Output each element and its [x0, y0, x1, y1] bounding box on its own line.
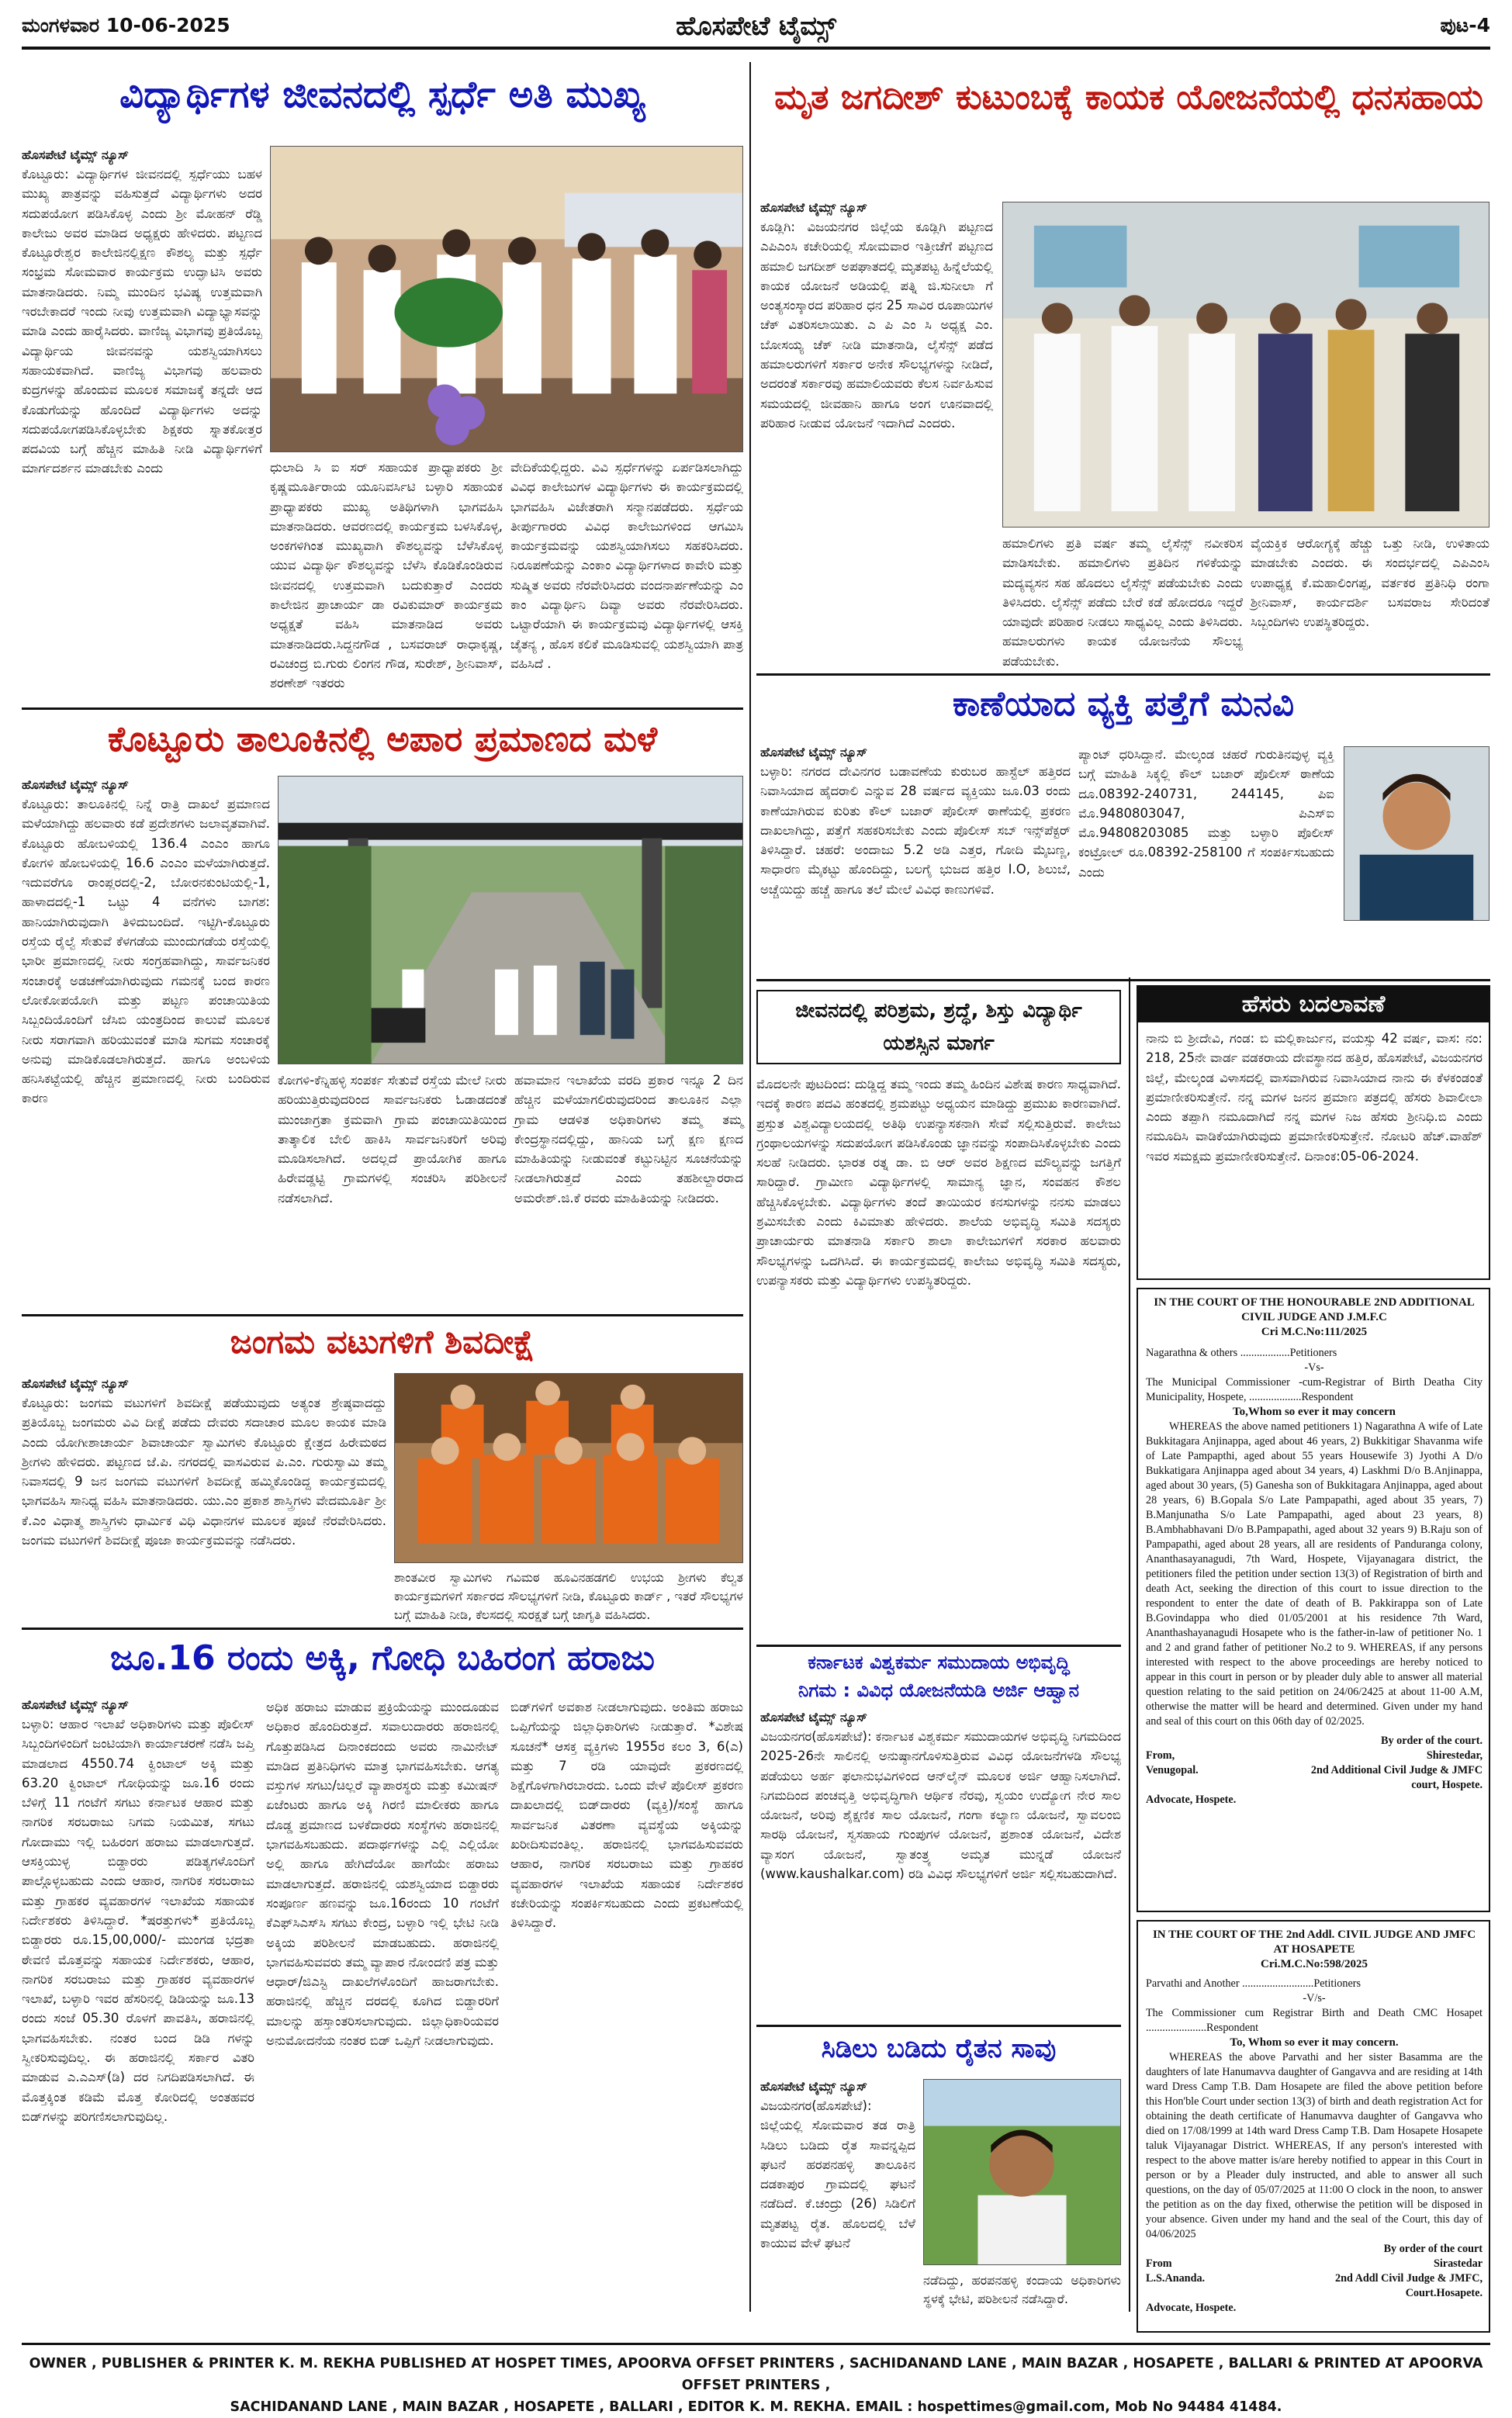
- court2-whom: To, Whom so ever it may concern.: [1230, 2036, 1399, 2049]
- students-col2: ಧುಲಾದಿ ಸಿ ಐ ಸರ್ ಸಹಾಯಕ ಪ್ರಾಧ್ಯಾಪಕರು ಶ್ರೀ ಕೃಷ್ಣಮೂರ್ತಿರಾಯ ಯೂನಿವರ್ಸಿಟಿ ಬಳ್ಳಾರಿ ಸಹಾಯಕ ಪ್ರಾಧ್ಯಾಪಕರು ಮುಖ್ಯ ಅತಿಥಿಗಳಾಗಿ ಭಾಗವಹಿಸಿ ಮಾತನಾಡಿದರು. ಆವರಣದಲ್ಲಿ ಕಾರ್ಯಕ್ರಮ ಬಳಸಿಕೊಳ್ಳ, ಅಂಕಗಳಿಗಿಂತ ಮುಖ್ಯವಾಗಿ ಕೌಶಲ್ಯವನ್ನು ಬೆಳೆಸಿಕೊಳ್ಳ ಯುವ ವಿದ್ಯಾರ್ಥಿ ಕೌಶಲ್ಯವನ್ನು ಬೆಳೆಸಿ ಕೊಡಿಕೊಂಡಿರುವ ಜೀವನದಲ್ಲಿ ಉತ್ತಮವಾಗಿ ಬದುಕುತ್ತಾರೆ ಎಂದರು ಕಾಲೇಜಿನ ಪ್ರಾಚಾರ್ಯ ಡಾ ರವಿಕುಮಾರ್ ಕಾರ್ಯಕ್ರಮ ಅಧ್ಯಕ್ಷತೆ ವಹಿಸಿ ಮಾತನಾಡಿದ ಅವರು ಮಾತನಾಡಿದರು.ಸಿದ್ದನಗೌಡ , ಬಸವರಾಜ್ ರಾಧಾಕೃಷ್ಣ, ರವಿಚಂದ್ರ ಬಿ.ಗುರು ಲಿಂಗನ ಗೌಡ, ಸುರೇಶ್, ಶ್ರೀನಿವಾಸ್, ಶರಣೇಶ್ ಇತರರು: [270, 460, 503, 691]
- byline: ಹೊಸಪೇಟೆ ಟೈಮ್ಸ್ ನ್ಯೂಸ್: [22, 1697, 129, 1712]
- page-number: ಪುಟ-4: [1440, 14, 1490, 36]
- vishwakarma-text: ವಿಜಯನಗರ(ಹೊಸಪೇಟೆ): ಕರ್ನಾಟಕ ವಿಶ್ವಕರ್ಮ ಸಮುದಾಯಗಳ ಅಭಿವೃದ್ಧಿ ನಿಗಮದಿಂದ 2025-26ನೇ ಸಾಲಿನಲ್ಲಿ ಅನುಷ್ಠಾನಗೊಳಿಸುತ್ತಿರುವ ವಿವಿಧ ಯೋಜನೆಗಳಡಿ ಸೌಲಭ್ಯ ಪಡೆಯಲು ಅರ್ಹ ಫಲಾನುಭವಿಗಳಿಂದ ಆನ್‌ಲೈನ್ ಮೂಲಕ ಅರ್ಜಿ ಆಹ್ವಾನಿಸಲಾಗಿದೆ. ನಿಗಮದಿಂದ ಪಂಚವೃತ್ತಿ ಅಭಿವೃದ್ಧಿಗಾಗಿ ಆರ್ಥಿಕ ನೆರವು, ಸ್ವಯಂ ಉದ್ಯೋಗ ನೇರ ಸಾಲ ಯೋಜನೆ, ಅರಿವು ಶೈಕ್ಷಣಿಕ ಸಾಲ ಯೋಜನೆ, ಗಂಗಾ ಕಲ್ಯಾಣ ಯೋಜನೆ, ಸ್ವಾವಲಂಬಿ ಸಾರಥಿ ಯೋಜನೆ, ಸ್ವಸಹಾಯ ಗುಂಪುಗಳ ಯೋಜನೆ, ಪ್ರಶಾಂತ ಯೋಜನೆ, ವಿದೇಶ ವ್ಯಾಸಂಗ ಯೋಜನೆ, ಸ್ವಾತಂತ್ರ್ಯ ಅಮೃತ ಮುನ್ನಡೆ ಯೋಜನೆ (www.kaushalkar.com) ರಡಿ ವಿವಿಧ ಸೌಲಭ್ಯಗಳಿಗೆ ಅರ್ಜಿ ಸಲ್ಲಿಸಬಹುದಾಗಿದೆ.: [760, 1729, 1121, 1882]
- byline: ಹೊಸಪೇಟೆ ಟೈಮ್ಸ್ ನ್ಯೂಸ್: [760, 200, 867, 215]
- lightning-photo: [923, 2079, 1121, 2265]
- court1-vs: -Vs-: [1304, 1361, 1324, 1374]
- missing-person-photo: [1344, 746, 1490, 921]
- court2-from: From: [1146, 2257, 1172, 2270]
- jagadish-text: ಕೂಡ್ಲಿಗಿ: ವಿಜಯನಗರ ಜಿಲ್ಲೆಯ ಕೂಡ್ಲಿಗಿ ಪಟ್ಟಣದ ಎಪಿಎಂಸಿ ಕಚೇರಿಯಲ್ಲಿ ಸೋಮವಾರ ಇತ್ತೀಚೆಗೆ ಪಟ್ಟಣದ ಹಮಾಲಿ ಜಗದೀಶ್ ಅಪಘಾತದಲ್ಲಿ ಮೃತಪಟ್ಟ ಹಿನ್ನೆಲೆಯಲ್ಲಿ ಕಾಯಕ ಯೋಜನೆ ಅಡಿಯಲ್ಲಿ ಪತ್ನಿ ಜಿ.ಸುನೀಲಾ ಗೆ ಅಂತ್ಯಸಂಸ್ಕಾರದ ಪರಿಹಾರ ಧನ 25 ಸಾವಿರ ರೂಪಾಯಿಗಳ ಚೆಕ್ ವಿತರಿಸಲಾಯಿತು. ಎ ಪಿ ಎಂ ಸಿ ಅಧ್ಯಕ್ಷ ಎಂ. ಬೋಸಯ್ಯ ಚೆಕ್ ನೀಡಿ ಮಾತನಾಡಿ, ಲೈಸೆನ್ಸ್ ಪಡೆದ ಹಮಾಲರುಗಳಿಗೆ ಸರ್ಕಾರ ಅನೇಕ ಸೌಲಭ್ಯಗಳನ್ನು ನೀಡಿದೆ, ಅದರಂತೆ ಸರ್ಕಾರವು ಹಮಾಲಿಯವರು ಕೆಲಸ ನಿರ್ವಹಿಸುವ ಸಮಯದಲ್ಲಿ ಜೀವಹಾನಿ ಹಾಗೂ ಅಂಗ ಊನವಾದಲ್ಲಿ ಪರಿಹಾರ ನೀಡುವ ಯೋಜನೆ ಇದಾಗಿದೆ ಎಂದರು.: [760, 220, 993, 431]
- rain-col3: ಹವಾಮಾನ ಇಲಾಖೆಯ ವರದಿ ಪ್ರಕಾರ ಇನ್ನೂ 2 ದಿನ ಹೆಚ್ಚಿನ ಮಳೆಯಾಗಲಿರುವುದರಿಂದ ತಾಲೂಕಿನ ಎಲ್ಲಾ ಗ್ರಾಮ ಆಡಳಿತ ಅಧಿಕಾರಿಗಳು ತಮ್ಮ ತಮ್ಮ ಕೇಂದ್ರಸ್ಥಾನದಲ್ಲಿದ್ದು, ಹಾನಿಯ ಬಗ್ಗೆ ಕ್ಷಣ ಕ್ಷಣದ ಮಾಹಿತಿಯನ್ನು ನೀಡುವಂತೆ ಕಟ್ಟುನಿಟ್ಟಿನ ಸೂಚನೆಯನ್ನು ನೀಡಲಾಗಿರುತ್ತದೆ ಎಂದು ತಹಶೀಲ್ದಾರರಾದ ಅಮರೇಶ್.ಜಿ.ಕೆ ರವರು ಮಾಹಿತಿಯನ್ನು ನೀಡಿದರು.: [514, 1073, 743, 1206]
- headline-students: ವಿದ್ಯಾರ್ಥಿಗಳ ಜೀವನದಲ್ಲಿ ಸ್ಪರ್ಧೆ ಅತಿ ಮುಖ್ಯ: [119, 73, 645, 116]
- missing-text: ಬಳ್ಳಾರಿ: ನಗರದ ದೇವಿನಗರ ಬಡಾವಣೆಯ ಕುರುಬರ ಹಾಸ್ಟೆಲ್ ಹತ್ತಿರದ ನಿವಾಸಿಯಾದ ಹೈದರಾಲಿ ಎನ್ನುವ 28 ವರ್ಷದ ವ್ಯಕ್ತಿಯು ಜೂ.03 ರಂದು ಕಾಣೆಯಾಗಿರುವ ಕುರಿತು ಕೌಲ್ ಬಜಾರ್ ಪೊಲೀಸ್ ಠಾಣೆಯಲ್ಲಿ ಪ್ರಕರಣ ದಾಖಲಾಗಿದ್ದು, ಪತ್ತೆಗೆ ಸಹಕರಿಸಬೇಕು ಎಂದು ಪೊಲೀಸ್ ಸಬ್ ಇನ್ಸ್‌ಪೆಕ್ಟರ್ ತಿಳಿಸಿದ್ದಾರೆ. ಚಹರೆ: ಅಂದಾಜು 5.2 ಅಡಿ ಎತ್ತರ, ಗೋದಿ ಮೈಬಣ್ಣ, ಸಾಧಾರಣ ಮೈಕಟ್ಟು ಹೊಂದಿದ್ದು, ಬಲಗೈ ಭುಜದ ಹತ್ತಿರ I.O, ಶಿಲುಬೆ, ಅಚ್ಚೆಯಿದ್ದು ಹಚ್ಚೆ ಹಾಗೂ ತಲೆ ಮೇಲೆ ವಿವಿಧ ಕಾಣುಗಳಿವೆ.: [760, 764, 1071, 897]
- lightning-caption: ನಡೆದಿದ್ದು, ಹರಪನಹಳ್ಳಿ ಕಂದಾಯ ಅಧಿಕಾರಿಗಳು ಸ್ಥಳಕ್ಕೆ ಭೇಟಿ, ಪರಿಶೀಲನೆ ನಡೆಸಿದ್ದಾರೆ.: [923, 2273, 1121, 2306]
- name-change-text: ನಾನು ಬಿ ಶ್ರೀದೇವಿ, ಗಂಡ: ಬಿ ಮಲ್ಲಿಕಾರ್ಜುನ, ವಯಸ್ಸು 42 ವರ್ಷ, ವಾಸ: ನಂ: 218, 25ನೇ ವಾರ್ಡ ವಡಕರಾಯ ದೇವಸ್ಥಾನದ ಹತ್ತಿರ, ಹೊಸಪೇಟೆ, ವಿಜಯನಗರ ಜಿಲ್ಲೆ, ಮೇಲ್ಕಂಡ ವಿಳಾಸದಲ್ಲಿ ವಾಸವಾಗಿರುವ ನಿವಾಸಿಯಾದ ನಾನು ಈ ಕೆಳಕಂಡಂತೆ ಪ್ರಮಾಣೀಕರಿಸುತ್ತೇನೆ. ನನ್ನ ಮಗಳ ಜನನ ಪ್ರಮಾಣ ಪತ್ರದಲ್ಲಿ ಹೆಸರು ಶಿವಾಲೀಲಾ ಎಂದು ತಪ್ಪಾಗಿ ನಮೂದಾಗಿದೆ ನನ್ನ ಮಗಳ ನಿಜ ಹೆಸರು ಶ್ರೀನಿಧಿ.ಬಿ ಎಂದು ನಮೂದಿಸಿ ವಾಡಿಕೆಯಾಗಿರುವುದು ಪ್ರಮಾಣೀಕರಿಸುತ್ತೇನೆ. ನೋಟರಿ ಹೆಚ್.ವಾಹೆಶ್ ಇವರ ಸಮಕ್ಷಮ ಪ್ರಮಾಣೀಕರಿಸುತ್ತೇನೆ. ದಿನಾಂಕ:05-06-2024.: [1146, 1031, 1483, 1164]
- court2-case: Cri.M.C.No:598/2025: [1261, 1958, 1368, 1970]
- byline: ಹೊಸಪೇಟೆ ಟೈಮ್ಸ್ ನ್ಯೂಸ್: [22, 777, 129, 792]
- court-notice-1: [1137, 1288, 1490, 1912]
- byline: ಹೊಸಪೇಟೆ ಟೈಮ್ಸ್ ನ್ಯೂಸ್: [760, 1710, 867, 1724]
- court2-order: By order of the court: [1383, 2243, 1483, 2255]
- court1-case: Cri M.C.No:111/2025: [1261, 1326, 1368, 1338]
- jagadish-text3: ವೈಯಕ್ತಿಕ ಆರೋಗ್ಯಕ್ಕೆ ಹೆಚ್ಚು ಒತ್ತು ನೀಡಿ, ಉಳಿತಾಯ ಮಾಡಬೇಕು ಎಂದರು. ಈ ಸಂದರ್ಭದಲ್ಲಿ ಎಪಿಎಂಸಿ ಉಪಾಧ್ಯಕ್ಷ ಕೆ.ಮಹಾಲಿಂಗಪ್ಪ, ವರ್ತಕರ ಪ್ರತಿನಿಧಿ ರಂಗಾ ಶ್ರೀನಿವಾಸ್, ಕಾರ್ಯದರ್ಶಿ ಬಸವರಾಜ ಸೇರಿದಂತೆ ಸಿಬ್ಬಂದಿಗಳು ಉಪಸ್ಥಿತರಿದ್ದರು.: [1251, 536, 1490, 630]
- jangama-text: ಕೊಟ್ಟೂರು: ಜಂಗಮ ವಟುಗಳಿಗೆ ಶಿವದೀಕ್ಷೆ ಪಡೆಯುವುದು ಅತ್ಯಂತ ಶ್ರೇಷ್ಠವಾದದ್ದು ಪ್ರತಿಯೊಬ್ಬ ಜಂಗಮರು ವಿವಿ ದೀಕ್ಷೆ ಪಡೆದು ದೇವರು ಸದಾಚಾರ ಮೂಲ ಕಾಯಕ ಮಾಡಿ ಎಂದು ಯೋಗೀಶಾಚಾರ್ಯ ಶಿವಾಚಾರ್ಯ ಸ್ವಾಮಿಗಳು ಕೊಟ್ಟೂರು ಕ್ಷೇತ್ರದ ಹಿರೇಮಠದ ಶ್ರೀಗಳು ಹೇಳಿದರು. ಪಟ್ಟಣದ ಜೆ.ಪಿ. ನಗರದಲ್ಲಿ ವಾಸವಿರುವ ಪಿ.ಎಂ. ಗುರುಸ್ವಾಮಿ ತಮ್ಮ ನಿವಾಸದಲ್ಲಿ 9 ಜನ ಜಂಗಮ ವಟುಗಳಿಗೆ ಶಿವದೀಕ್ಷೆ ಹಮ್ಮಿಕೊಂಡಿದ್ದ ಕಾರ್ಯಕ್ರಮದಲ್ಲಿ ಭಾಗವಹಿಸಿ ಸಾನಿಧ್ಯ ವಹಿಸಿ ಮಾತನಾಡಿದರು. ಯು.ಎಂ ಪ್ರಕಾಶ ಶಾಸ್ತ್ರಿಗಳು ವೇದಮೂರ್ತಿ ಶ್ರೀ ಕೆ.ಎಂ ವಿಧಾತ್ಮ ಶಾಸ್ತ್ರಿಗಳು ಧಾರ್ಮಿಕ ವಿಧಿ ವಿಧಾನಗಳ ಮೂಲಕ ಪೂಜೆ ನೆರವೇರಿಸಿದರು. ಜಂಗಮ ವಟುಗಳಿಗೆ ಶಿವದೀಕ್ಷೆ ಪೂಜಾ ಕಾರ್ಯಕ್ರಮವನ್ನು ನಡೆಸಿದರು.: [22, 1396, 386, 1548]
- column-divider: [749, 62, 751, 2312]
- headline-lightning: ಸಿಡಿಲು ಬಡಿದು ರೈತನ ಸಾವು: [821, 2033, 1057, 2064]
- headline-missing: ಕಾಣೆಯಾದ ವ್ಯಕ್ತಿ ಪತ್ತೆಗೆ ಮನವಿ: [952, 684, 1295, 724]
- byline: ಹೊಸಪೇಟೆ ಟೈಮ್ಸ್ ನ್ಯೂಸ್: [760, 2079, 867, 2094]
- court1-petitioner: Nagarathna & others ..................Petitioners: [1146, 1347, 1337, 1359]
- court1-title: IN THE COURT OF THE HONOURABLE 2ND ADDITIONAL CIVIL JUDGE AND J.M.F.C: [1154, 1296, 1475, 1323]
- students-col3: ವೇದಿಕೆಯಲ್ಲಿದ್ದರು. ವಿವಿ ಸ್ಪರ್ಧೆಗಳನ್ನು ಏರ್ಪಡಿಸಲಾಗಿದ್ದು ವಿವಿಧ ಕಾಲೇಜುಗಳ ವಿದ್ಯಾರ್ಥಿಗಳು ಈ ಕಾರ್ಯಕ್ರಮದಲ್ಲಿ ಭಾಗವಹಿಸಿ ವಿಜೇತರಾಗಿ ಸನ್ಮಾನಪಡೆದರು. ಸ್ಪರ್ಧೆಯ ತೀರ್ಪುಗಾರರು ವಿವಿಧ ಕಾಲೇಜುಗಳಿಂದ ಆಗಮಿಸಿ ಕಾರ್ಯಕ್ರಮವನ್ನು ಯಶಸ್ವಿಯಾಗಿಸಲು ಸಹಕರಿಸಿದರು. ನಿರೂಪಣೆಯನ್ನು ಎಂಕಾಂ ವಿದ್ಯಾರ್ಥಿಗಳಾದ ಕಾವೇರಿ ಮತ್ತು ಸುಷ್ಮಿತ ಅವರು ನೆರವೇರಿಸಿದರು ವಂದನಾರ್ಪಣೆಯನ್ನು ಎಂ ಕಾಂ ವಿದ್ಯಾರ್ಥಿನಿ ದಿವ್ಯಾ ಅವರು ನೆರವೇರಿಸಿದರು. ಒಟ್ಟಾರೆಯಾಗಿ ಈ ಕಾರ್ಯಕ್ರಮವು ವಿದ್ಯಾರ್ಥಿಗಳಲ್ಲಿ ಆಸಕ್ತಿ ಚೈತನ್ಯ , ಹೊಸ ಕಲಿಕೆ ಮೂಡಿಸುವಲ್ಲಿ ಯಶಸ್ವಿಯಾಗಿ ಪಾತ್ರ ವಹಿಸಿದೆ .: [510, 460, 743, 671]
- headline-education: ಜೀವನದಲ್ಲಿ ಪರಿಶ್ರಮ, ಶ್ರದ್ಧೆ, ಶಿಸ್ತು ವಿದ್ಯಾರ್ಥಿ ಯಶಸ್ಸಿನ ಮಾರ್ಗ: [795, 999, 1082, 1055]
- column-divider: [1129, 977, 1130, 2312]
- auction-col3: ಬಿಡ್‌ಗಳಿಗೆ ಅವಕಾಶ ನೀಡಲಾಗುವುದು. ಅಂತಿಮ ಹರಾಜು ಒಪ್ಪಿಗೆಯನ್ನು ಜಿಲ್ಲಾಧಿಕಾರಿಗಳು ನೀಡುತ್ತಾರೆ. *ವಿಶೇಷ ಸೂಚನೆ* ಆಸಕ್ತ ವ್ಯಕ್ತಿಗಳು 1955ರ ಕಲಂ 3, 6(ಎ) ಮತ್ತು 7 ರಡಿ ಯಾವುದೇ ಪ್ರಕರಣದಲ್ಲಿ ಶಿಕ್ಷೆಗೊಳಗಾಗಿರಬಾರದು. ಒಂದು ವೇಳೆ ಪೊಲೀಸ್ ಪ್ರಕರಣ ದಾಖಲಾದಲ್ಲಿ ಬಿಡ್‌ದಾರರು (ವ್ಯಕ್ತಿ)/ಸಂಸ್ಥೆ ಹಾಗೂ ಸಾರ್ವಜನಿಕ ವಿತರಣಾ ವ್ಯವಸ್ಥೆಯ ಅಕ್ಕಿಯನ್ನು ಖರೀದಿಸುವಂತಿಲ್ಲ. ಹರಾಜಿನಲ್ಲಿ ಭಾಗವಹಿಸುವವರು ಆಹಾರ, ನಾಗರಿಕ ಸರಬರಾಜು ಮತ್ತು ಗ್ರಾಹಕರ ವ್ಯವಹಾರಗಳ ಇಲಾಖೆಯ ಸಹಾಯಕ ನಿರ್ದೇಶಕರ ಕಚೇರಿಯನ್ನು ಸಂಪರ್ಕಿಸಬಹುದು ಎಂದು ಪ್ರಕಟಣೆಯಲ್ಲಿ ತಿಳಿಸಿದ್ದಾರೆ.: [510, 1700, 743, 1931]
- court1-shirestedar: Shirestedar,: [1426, 1749, 1483, 1762]
- court2-petitioner: Parvathi and Another ..........................Petitioners: [1146, 1977, 1361, 1990]
- jangama-caption: ಶಾಂತವೀರ ಸ್ವಾಮಿಗಳು ಗವಿಮಠ ಹೂವಿನಹಡಗಲಿ ಉಭಯ ಶ್ರೀಗಳು ಕೆಲ್ವತ ಕಾರ್ಯಕ್ರಮಗಳಿಗೆ ಸರ್ಕಾರದ ಸೌಲಭ್ಯಗಳಿಗೆ ನೀಡಿ, ಕೊಟ್ಟೂರು ಕಾರ್ಡ್ , ಇತರೆ ಸೌಲಭ್ಯಗಳ ಬಗ್ಗೆ ಮಾಹಿತಿ ನೀಡಿ, ಕೆಲಸದಲ್ಲಿ ಸುರಕ್ಷತೆ ಬಗ್ಗೆ ಜಾಗೃತಿ ವಹಿಸಿದರು.: [394, 1570, 743, 1622]
- students-col1: ಕೊಟ್ಟೂರು: ವಿದ್ಯಾರ್ಥಿಗಳ ಜೀವನದಲ್ಲಿ ಸ್ಪರ್ಧೆಯು ಬಹಳ ಮುಖ್ಯ ಪಾತ್ರವನ್ನು ವಹಿಸುತ್ತದೆ ವಿದ್ಯಾರ್ಥಿಗಳು ಅದರ ಸದುಪಯೋಗ ಪಡಿಸಿಕೊಳ್ಳ ಎಂದು ಶ್ರೀ ಮೋಹನ್ ರೆಡ್ಡಿ ಕಾಲೇಜು ಅವರ ಮಾಡಿದ ಅಧ್ಯಕ್ಷರು ಹೇಳಿದರು. ಪಟ್ಟಣದ ಕೊಟ್ಟೂರೇಶ್ವರ ಕಾಲೇಜಿನಲ್ಲಿಕ್ಷಣ ಕೌಶಲ್ಯ ಮತ್ತು ಸ್ಪರ್ಧೆ ಸಂಭ್ರಮ ಸೋಮವಾರ ಕಾರ್ಯಕ್ರಮ ಉದ್ಘಾಟಿಸಿ ಅವರು ಮಾತನಾಡಿದರು. ನಿಮ್ಮ ಮುಂದಿನ ಭವಿಷ್ಯ ಉತ್ತಮವಾಗಿ ಇರಬೇಕಾದರೆ ಇಂದು ನೀವು ಉತ್ತಮವಾಗಿ ವಿದ್ಯಾಭ್ಯಾಸವನ್ನು ಮಾಡಿ ಎಂದು ಹಾರೈಸಿದರು. ವಾಣಿಜ್ಯ ವಿಭಾಗವು ಪ್ರತಿಯೊಬ್ಬ ವಿದ್ಯಾರ್ಥಿಯ ಜೀವನವನ್ನು ಯಶಸ್ವಿಯಾಗಿಸಲು ಸಹಾಯಕವಾಗಿದೆ. ವಾಣಿಜ್ಯ ವಿಭಾಗವು ಹಲವಾರು ಕುದ್ರಗಳನ್ನು ಹೊಂದುವ ಮೂಲಕ ಸಮಾಜಕ್ಕೆ ತನ್ನದೇ ಆದ ಕೊಡುಗೆಯನ್ನು ಹೊಂದಿದೆ ವಿದ್ಯಾರ್ಥಿಗಳು ಅದನ್ನು ಸದುಪಯೋಗಪಡಿಸಿಕೊಳ್ಳಬೇಕು ಶಿಕ್ಷಕರು ಸ್ನಾತಕೋತ್ತರ ಪದವಿಯ ಬಗ್ಗೆ ಹೆಚ್ಚಿನ ಮಾಹಿತಿ ನೀಡಿ ವಿದ್ಯಾರ್ಥಿಗಳಿಗೆ ಮಾರ್ಗದರ್ಶನ ಮಾಡಬೇಕು ಎಂದು: [22, 167, 262, 476]
- headline-vishwakarma: ಕರ್ನಾಟಕ ವಿಶ್ವಕರ್ಮ ಸಮುದಾಯ ಅಭಿವೃದ್ಧಿ: [808, 1652, 1070, 1673]
- education-text: ಮೊದಲನೇ ಪುಟದಿಂದ: ದುಡ್ಡಿದ್ದ ತಮ್ಮ ಇಂದು ತಮ್ಮ ಹಿಂದಿನ ವಿಶೇಷ ಕಾರಣ ಸಾಧ್ಯವಾಗಿದೆ. ಇದಕ್ಕೆ ಕಾರಣ ಪದವಿ ಹಂತದಲ್ಲಿ ಶ್ರಮಪಟ್ಟು ಅಧ್ಯಯನ ಮಾಡಿದ್ದು ಪ್ರಮುಖ ಕಾರಣವಾಗಿದೆ. ಪ್ರಸ್ತುತ ವಿಶ್ವವಿದ್ಯಾಲಯದಲ್ಲಿ ಅತಿಥಿ ಉಪನ್ಯಾಸಕನಾಗಿ ಸೇವೆ ಸಲ್ಲಿಸುತ್ತಿರುವೆ. ಕಾಲೇಜು ಗ್ರಂಥಾಲಯಗಳನ್ನು ಸದುಪಯೋಗ ಪಡಿಸಿಕೊಂಡು ಜ್ಞಾನವನ್ನು ಸಂಪಾದಿಸಿಕೊಳ್ಳಬೇಕು ಎಂದು ಸಲಹೆ ನೀಡಿದರು. ಭಾರತ ರತ್ನ ಡಾ. ಬಿ ಆರ್ ಅವರ ಶಿಕ್ಷಣದ ಮೌಲ್ಯವನ್ನು ಜಗತ್ತಿಗೆ ಸಾರಿದ್ದಾರೆ. ಗ್ರಾಮೀಣ ವಿದ್ಯಾರ್ಥಿಗಳಲ್ಲಿ ಸಾಮಾನ್ಯ ಜ್ಞಾನ, ಸಂವಹನ ಕೌಶಲ ಹೆಚ್ಚಿಸಿಕೊಳ್ಳಬೇಕು. ವಿದ್ಯಾರ್ಥಿಗಳು ತಂದೆ ತಾಯಿಯರ ಕನಸುಗಳನ್ನು ನನಸು ಮಾಡಲು ಶ್ರಮಿಸಬೇಕು ಎಂದು ಕಿವಿಮಾತು ಹೇಳಿದರು. ಶಾಲೆಯ ಅಭಿವೃದ್ಧಿ ಸಮಿತಿ ಸದಸ್ಯರು ಪ್ರಾಚಾರ್ಯರು ಮಾತನಾಡಿ ಸರ್ಕಾರಿ ಶಾಲಾ ಕಾಲೇಜುಗಳಿಗೆ ಸರಕಾರ ಹಲವಾರು ಸೌಲಭ್ಯಗಳನ್ನು ಒದಗಿಸಿದೆ. ಈ ಕಾರ್ಯಕ್ರಮದಲ್ಲಿ ಕಾಲೇಜು ಅಭಿವೃದ್ಧಿ ಸಮಿತಿ ಸದಸ್ಯರು, ಉಪನ್ಯಾಸಕರು ಮತ್ತು ವಿದ್ಯಾರ್ಥಿಗಳು ಉಪಸ್ಥಿತರಿದ್ದರು.: [756, 1077, 1121, 1288]
- rule: [756, 2025, 1121, 2027]
- name-change-box: [1137, 985, 1490, 1280]
- rule: [22, 707, 743, 710]
- court1-advocate: Venugopal.: [1146, 1764, 1199, 1776]
- headline-rain: ಕೊಟ್ಟೂರು ತಾಲೂಕಿನಲ್ಲಿ ಅಪಾರ ಪ್ರಮಾಣದ ಮಳೆ: [107, 718, 658, 759]
- jangama-photo: [394, 1373, 743, 1563]
- rule: [22, 1628, 743, 1630]
- court-notice-2-body: [1146, 1928, 1483, 2316]
- court2-advocate: L.S.Ananda.: [1146, 2272, 1206, 2285]
- auction-col2: ಅಧಿಕ ಹರಾಜು ಮಾಡುವ ಪ್ರಕ್ರಿಯೆಯನ್ನು ಮುಂದೂಡುವ ಅಧಿಕಾರ ಹೊಂದಿರುತ್ತದೆ. ಸವಾಲುದಾರರು ಹರಾಜಿನಲ್ಲಿ ಗೊತ್ತುಪಡಿಸಿದ ದಿನಾಂಕದಂದು ಅವರು ನಾಮಿನೇಟ್ ಮಾಡಿದ ಪ್ರತಿನಿಧಿಗಳು ಮಾತ್ರ ಭಾಗವಹಿಸಬೇಕು. ಆಗತ್ಯ ವಸ್ತುಗಳ ಸಗಟು/ಚಿಲ್ಲರೆ ವ್ಯಾಪಾರಸ್ಥರು ಮತ್ತು ಕಮೀಷನ್ ಏಜೆಂಟರು ಹಾಗೂ ಅಕ್ಕಿ ಗಿರಣಿ ಮಾಲೀಕರು ಹಾಗೂ ದೊಡ್ಡ ಪ್ರಮಾಣದ ಬಳಕೆದಾರರು ಸಂಸ್ಥೆಗಳು ಹರಾಜಿನಲ್ಲಿ ಭಾಗವಹಿಸಬಹುದು. ಪದಾರ್ಥಗಳನ್ನು ಎಲ್ಲಿ ಎಲ್ಲಿಯೋ ಅಲ್ಲಿ ಹಾಗೂ ಹೇಗಿದೆಯೋ ಹಾಗೆಯೇ ಹರಾಜು ಮಾಡಲಾಗುತ್ತದೆ. ಹರಾಜಿನಲ್ಲಿ ಯಶಸ್ವಿಯಾದ ಬಿಡ್ದಾರರು ಸಂಪೂರ್ಣ ಹಣವನ್ನು ಜೂ.16ರಂದು 10 ಗಂಟೆಗೆ ಕೆಎಫ್‌ಸಿಎಸ್‌ಸಿ ಸಗಟು ಕೇಂದ್ರ, ಬಳ್ಳಾರಿ ಇಲ್ಲಿ ಭೇಟಿ ನೀಡಿ ಅಕ್ಕಿಯ ಪರಿಶೀಲನೆ ಮಾಡಬಹುದು. ಹರಾಜಿನಲ್ಲಿ ಭಾಗವಹಿಸುವವರು ತಮ್ಮ ವ್ಯಾಪಾರ ನೋಂದಣಿ ಪತ್ರ ಮತ್ತು ಆಧಾರ್/ಜಿಎಸ್ಟಿ ದಾಖಲೆಗಳೊಂದಿಗೆ ಹಾಜರಾಗಬೇಕು. ಹರಾಜಿನಲ್ಲಿ ಹೆಚ್ಚಿನ ದರದಲ್ಲಿ ಕೂಗಿದ ಬಿಡ್ದಾರರಿಗೆ ಮಾಲನ್ನು ಹಸ್ತಾಂತರಿಸಲಾಗುವುದು. ಜಿಲ್ಲಾಧಿಕಾರಿಯವರ ಅನುಮೋದನೆಯ ನಂತರ ಬಿಡ್ ಒಪ್ಪಿಗೆ ನೀಡಲಾಗುವುದು.: [266, 1700, 499, 2049]
- name-change-title: ಹೆಸರು ಬದಲಾವಣೆ: [1138, 987, 1489, 1022]
- court2-respondent: The Commissioner cum Registrar Birth and Death CMC Hosapet ......................Respondent: [1146, 2007, 1483, 2034]
- headline-jangama: ಜಂಗಮ ವಟುಗಳಿಗೆ ಶಿವದೀಕ್ಷೆ: [230, 1323, 535, 1361]
- court2-sirastedar: Sirastedar: [1433, 2257, 1483, 2270]
- headline-vishwakarma-2: ನಿಗಮ : ವಿವಿಧ ಯೋಜನೆಯಡಿ ಅರ್ಜಿ ಆಹ್ವಾನ: [798, 1679, 1079, 1701]
- byline: ಹೊಸಪೇಟೆ ಟೈಮ್ಸ್ ನ್ಯೂಸ್: [760, 745, 867, 759]
- court2-body: WHEREAS the above Parvathi and her sister Basamma are the daughters of late Hanumavva daughter of Gangavva and are residing at 14th ward Dress Camp T.B. Dam Hosapete are filed the above petition before this Hon'ble Court under section 13(3) of birth and death registration Act for obtaining the death certificate of Hanumavva daughter of Gangavva who died on 17/08/1999 at 14th ward Dress Camp T.B. Dam Hosapete Hosapete taluk Vijayanagar District. WHEREAS, If any person's interested with respect to the above matter is/are hereby notified to appear in this Court in person or by a Pleader duly instructed, and able to answer all such questions, on the day of 05/07/2025 at 11:00 O clock in the noon, to answer the petition as on the day fixed, otherwise the petition will be disposed in your absence. Given under my hand and the seal of the Court, this day of 04/06/2025: [1146, 2051, 1483, 2240]
- court2-court-sign: 2nd Addl Civil Judge & JMFC, Court.Hosapete.: [1335, 2272, 1483, 2299]
- rain-photo: [278, 776, 743, 1064]
- court1-body: WHEREAS the above named petitioners 1) Nagarathna A wife of Late Bukkitagara Anjinappa, aged about 46 years, 2) Bukkitigar Shavanma wife of Late Pampapthi, aged about 55 years Housewife 3) Jyothi A D/o Bukkatigara Anjinappa aged about 34 years, 4) Laskhmi D/o B.Anjinappa, aged about 30 years, (5) Ganesha son of Bukkitagara Anjinappa, aged about 28 years, 6) B.Gopala S/o Late Pampapathi, aged about 35 years, 7) B.Manjunatha S/o Late Pampapathi, aged about 23 years, 8) B.Ambhabhavani D/o B.Pampapathi, aged about 32 years 9) B.Raju son of Pampapathi, aged about 28 years, all are residents of Panduranga colony, Ananthasayanagudi, 7th Ward, Hospete, Vijayanagara district, the petitioners filed the petition under section 13(3) of Registration of birth and death Act, seeking the direction of this court to issue direction to the respondent to enter the date of death of B. Pakkirappa son of Late B.Govindappa who died 01/05/2001 at his residence 7th Ward, Ananthashayanagudi Hosapete who is the father-in-law of petitioner No. 1 and 2 and grand father of petitioner No.2 to 9. WHEREAS, if any persons interested with respect to the above proceedings are hereby noticed to appear in this court in person or by pleader duly able to answer all material question relating to the said petition on 24/06/2425 at about 11-00 A.M, otherwise the matter will be heard and determined. Given under my hand and seal of this court on this 06th day of 02/2025.: [1146, 1420, 1483, 1728]
- imprint-line-2: SACHIDANAND LANE , MAIN BAZAR , HOSAPETE , BALLARI , EDITOR K. M. REKHA. EMAIL : hospettimes@gmail.com, Mob No 94484 41484.: [230, 2399, 1282, 2415]
- rule: [22, 1314, 743, 1316]
- headline-auction: ಜೂ.16 ರಂದು ಅಕ್ಕಿ, ಗೋಧಿ ಬಹಿರಂಗ ಹರಾಜು: [109, 1638, 656, 1678]
- rain-col2: ಕೋಗಳಿ-ಕೆನ್ನಿಹಳ್ಳಿ ಸಂಪರ್ಕ ಸೇತುವೆ ರಸ್ತೆಯ ಮೇಲೆ ನೀರು ಹರಿಯುತ್ತಿರುವುದರಿಂದ ಸಾರ್ವಜನಿಕರು ಓಡಾಡದಂತೆ ಮುಂಜಾಗ್ರತಾ ಕ್ರಮವಾಗಿ ಗ್ರಾಮ ಪಂಚಾಯಿತಿಯಿಂದ ತಾತ್ಕಾಲಿಕ ಬೇಲಿ ಹಾಕಿಸಿ ಸಾರ್ವಜನಿಕರಿಗೆ ಅರಿವು ಮೂಡಿಸಲಾಗಿದೆ. ಅದಲ್ಲದೆ ಪ್ರಾಯೋಗಿಕ ಹಾಗೂ ಹಿರೇವಡ್ಡಟ್ಟಿ ಗ್ರಾಮಗಳಲ್ಲಿ ಸಂಚರಿಸಿ ಪರಿಶೀಲನೆ ನಡೆಸಲಾಗಿದೆ.: [278, 1073, 507, 1206]
- jagadish-text2: ಹಮಾಲಿಗಳು ಪ್ರತಿ ವರ್ಷ ತಮ್ಮ ಲೈಸೆನ್ಸ್ ನವೀಕರಿಸ ಮಾಡಿಸಬೇಕು. ಹಮಾಲಿಗಳು ಪ್ರತಿದಿನ ಗಳಿಕೆಯನ್ನು ಮದ್ಯವ್ಯಸನ ಸಹ ಹೊದಲು ಲೈಸೆನ್ಸ್ ಪಡೆಯಬೇಕು ಎಂದು ತಿಳಿಸಿದರು. ಲೈಸೆನ್ಸ್ ಪಡೆದು ಬೇರೆ ಕಡೆ ಹೋದರೂ ಇದ್ದರೆ ಯಾವುದೇ ಪರಿಹಾರ ನೀಡಲು ಸಾಧ್ಯವಿಲ್ಲ ಎಂದು ತಿಳಿಸಿದರು. ಹಮಾಲರುಗಳು ಕಾಯಕ ಯೋಜನೆಯ ಸೌಲಭ್ಯ ಪಡೆಯಬೇಕು.: [1002, 536, 1243, 669]
- rule: [756, 673, 1490, 676]
- rule: [756, 979, 1490, 981]
- students-photo: [270, 146, 743, 452]
- court2-vs: -V/s-: [1303, 1992, 1326, 2005]
- missing-text2: ಪ್ಯಾಂಟ್ ಧರಿಸಿದ್ದಾನೆ. ಮೇಲ್ಕಂಡ ಚಹರೆ ಗುರುತಿನವುಳ್ಳ ವ್ಯಕ್ತಿ ಬಗ್ಗೆ ಮಾಹಿತಿ ಸಿಕ್ಕಲ್ಲಿ ಕೌಲ್ ಬಜಾರ್ ಪೊಲೀಸ್ ಠಾಣೆಯ ದೂ.08392-240731, 244145, ಪಿಐ ಮೊ.9480803047, ಪಿಎಸ್‌ಐ ಮೊ.94808203085 ಮತ್ತು ಬಳ್ಳಾರಿ ಪೊಲೀಸ್ ಕಂಟ್ರೋಲ್ ರೂ.08392-258100 ಗೆ ಸಂಪರ್ಕಿಸಬಹುದು ಎಂದು: [1078, 747, 1334, 880]
- court1-advocate-place: Advocate, Hospete.: [1146, 1794, 1237, 1806]
- court1-respondent: The Municipal Commissioner -cum-Registrar of Birth Deatha City Municipality, Hospete, ...................Respondent: [1146, 1376, 1483, 1403]
- imprint-footer: [22, 2343, 1490, 2418]
- court-notice-1-body: [1146, 1295, 1483, 1807]
- rain-col1: ಕೊಟ್ಟೂರು: ತಾಲೂಕಿನಲ್ಲಿ ನಿನ್ನೆ ರಾತ್ರಿ ದಾಖಲೆ ಪ್ರಮಾಣದ ಮಳೆಯಾಗಿದ್ದು ಹಲವಾರು ಕಡೆ ಪ್ರದೇಶಗಳು ಜಲಾವೃತವಾಗಿವೆ. ಕೊಟ್ಟೂರು ಹೋಬಳಿಯಲ್ಲಿ 136.4 ಎಂಎಂ ಹಾಗೂ ಕೋಗಳಿ ಹೋಬಳಿಯಲ್ಲಿ 16.6 ಎಂಎಂ ಮಳೆಯಾಗಿರುತ್ತದೆ. ಇದುವರೆಗೂ ರಾಂಪ್ಲರ‍ದಲ್ಲಿ-2, ಬೋರನಕುಂಟಿಯಲ್ಲಿ-1, ಹಾಳಾದದಲ್ಲಿ-1 ಒಟ್ಟು 4 ವನೆಗಳು ಬಾಗಶ: ಹಾನಿಯಾಗಿರುವುದಾಗಿ ತಿಳಿದುಬಂದಿದೆ. ಇಟ್ಟಿಗಿ-ಕೊಟ್ಟೂರು ರಸ್ತೆಯ ರೈಲ್ವೆ ಸೇತುವೆ ಕೆಳಗಡೆಯ ಮುಂದುಗಡೆಯ ರಸ್ತೆಯಲ್ಲಿ ಭಾರೀ ಪ್ರಮಾಣದಲ್ಲಿ ನೀರು ಸಂಗ್ರಹವಾಗಿದ್ದು, ಸಾರ್ವಜನಿಕರ ಸಂಚಾರಕ್ಕೆ ಅಡಚಣೆಯಾಗಿರುವುದು ಗಮನಕ್ಕೆ ಬಂದ ಕಾರಣ ಲೋಕೋಪಯೋಗಿ ಮತ್ತು ಪಟ್ಟಣ ಪಂಚಾಯಿತಿಯ ಸಿಬ್ಬಂದಿಯೊಂದಿಗೆ ಜೆಸಿಬಿ ಯಂತ್ರದಿಂದ ಕಾಲುವೆ ಮೂಲಕ ನೀರು ಸರಾಗವಾಗಿ ಹರಿಯುವಂತೆ ಮಾಡಿ ಸುಗಮ ಸಂಚಾರಕ್ಕೆ ಅನುವು ಮಾಡಿಕೊಡಲಾಗಿರುತ್ತದೆ. ಹಾಗೂ ಅಂಬಳಿಯ ಹನಿಸಿಕಟ್ಟೆಯಲ್ಲಿ ಹೆಚ್ಚಿನ ಪ್ರಮಾಣದಲ್ಲಿ ನೀರು ಬಂದಿರುವ ಕಾರಣ: [22, 797, 270, 1106]
- issue-date: ಮಂಗಳವಾರ 10-06-2025: [22, 14, 230, 36]
- headline-jagadish: ಮೃತ ಜಗದೀಶ್ ಕುಟುಂಬಕ್ಕೆ ಕಾಯಕ ಯೋಜನೆಯಲ್ಲಿ ಧನಸಹಾಯ: [774, 78, 1483, 117]
- byline: ಹೊಸಪೇಟೆ ಟೈಮ್ಸ್ ನ್ಯೂಸ್: [22, 147, 129, 162]
- byline: ಹೊಸಪೇಟೆ ಟೈಮ್ಸ್ ನ್ಯೂಸ್: [22, 1376, 129, 1391]
- court1-whom: To,Whom so ever it may concern: [1233, 1406, 1396, 1418]
- jagadish-photo: [1002, 202, 1490, 528]
- paper-name: ಹೊಸಪೇಟೆ ಟೈಮ್ಸ್: [676, 11, 836, 42]
- auction-col1: ಬಳ್ಳಾರಿ: ಆಹಾರ ಇಲಾಖೆ ಅಧಿಕಾರಿಗಳು ಮತ್ತು ಪೊಲೀಸ್ ಸಿಬ್ಬಂದಿಗಳಿಂದಿಗೆ ಜಂಟಿಯಾಗಿ ಕಾರ್ಯಾಚರಣೆ ನಡೆಸಿ ಜಪ್ತಿ ಮಾಡಲಾದ 4550.74 ಕ್ವಿಂಟಾಲ್ ಅಕ್ಕಿ ಮತ್ತು 63.20 ಕ್ವಿಂಟಾಲ್ ಗೋಧಿಯನ್ನು ಜೂ.16 ರಂದು ಬೆಳಿಗ್ಗೆ 11 ಗಂಟೆಗೆ ಸಗಟು ಕರ್ನಾಟಕ ಆಹಾರ ಮತ್ತು ನಾಗರಿಕ ಸರಬರಾಜು ನಿಗಮ ನಿಯಮಿತ, ಸಗಟು ಗೋದಾಮು ಇಲ್ಲಿ ಬಹಿರಂಗ ಹರಾಜು ಮಾಡಲಾಗುತ್ತದೆ. ಆಸಕ್ತಿಯುಳ್ಳ ಬಿಡ್ದಾರರು ಪಡಿತ್ಯಗಳೊಂದಿಗೆ ಪಾಲ್ಗೊಳ್ಳಬಹುದು ಎಂದು ಆಹಾರ, ನಾಗರಿಕ ಸರಬರಾಜು ಮತ್ತು ಗ್ರಾಹಕರ ವ್ಯವಹಾರಗಳ ಇಲಾಖೆಯ ಸಹಾಯಕ ನಿರ್ದೇಶಕರು ತಿಳಿಸಿದ್ದಾರೆ. *ಷರತ್ತುಗಳು* ಪ್ರತಿಯೊಬ್ಬ ಬಿಡ್ದಾರರು ರೂ.15,00,000/- ಮುಂಗಡ ಭದ್ರತಾ ಠೇವಣಿ ಮೊತ್ತವನ್ನು ಸಹಾಯಕ ನಿರ್ದೇಶಕರು, ಆಹಾರ, ನಾಗರಿಕ ಸರಬರಾಜು ಮತ್ತು ಗ್ರಾಹಕರ ವ್ಯವಹಾರಗಳ ಇಲಾಖೆ, ಬಳ್ಳಾರಿ ಇವರ ಹೆಸರಿನಲ್ಲಿ ಡಿಡಿಯನ್ನು ಜೂ.13 ರಂದು ಸಂಜೆ 05.30 ರೊಳಗೆ ಪಾವತಿಸಿ, ಹರಾಜಿನಲ್ಲಿ ಭಾಗವಹಿಸಬೇಕು. ನಂತರ ಬಂದ ಡಿಡಿ ಗಳನ್ನು ಸ್ವೀಕರಿಸುವುದಿಲ್ಲ. ಈ ಹರಾಜಿನಲ್ಲಿ ಸರ್ಕಾರ ವಿತರಿ ಮಾಡುವ ಎ.ಎಎಸ್(ಡಿ) ದರ ನಿಗದಿಪಡಿಸಲಾಗಿದೆ. ಈ ಮೊತ್ತಕ್ಕಿಂತ ಕಡಿಮೆ ಮೊತ್ತ ಕೋರಿದಲ್ಲಿ ಅಂತಹವರ ಬಿಡ್‌ಗಳನ್ನು ಪರಿಗಣಿಸಲಾಗುವುದಿಲ್ಲ.: [22, 1717, 254, 2124]
- court-notice-2: [1137, 1920, 1490, 2333]
- court1-from: From,: [1146, 1749, 1175, 1762]
- masthead: [22, 11, 1490, 50]
- imprint-line-1: OWNER , PUBLISHER & PRINTER K. M. REKHA PUBLISHED AT HOSPET TIMES, APOORVA OFFSET PRINTERS , SACHIDANAND LANE , MAIN BAZAR , HOSAPETE , BALLARI & PRINTED AT APOORVA OFFSET PRINTERS ,: [29, 2356, 1483, 2393]
- court2-advocate-place: Advocate, Hospete.: [1146, 2302, 1237, 2314]
- court1-court-sign: 2nd Additional Civil Judge & JMFC court, Hospete.: [1310, 1764, 1483, 1791]
- court1-order: By order of the court.: [1381, 1735, 1483, 1747]
- rule: [756, 1645, 1121, 1647]
- lightning-text: ವಿಜಯನಗರ(ಹೊಸಪೇಟೆ): ಜಿಲ್ಲೆಯಲ್ಲಿ ಸೋಮವಾರ ತಡ ರಾತ್ರಿ ಸಿಡಿಲು ಬಡಿದು ರೈತ ಸಾವನ್ನಪ್ಪಿದ ಘಟನೆ ಹರಪನಹಳ್ಳಿ ತಾಲೂಕಿನ ದಡಕಾಪುರ ಗ್ರಾಮದಲ್ಲಿ ಘಟನೆ ನಡೆದಿದೆ. ಕೆ.ಚಂದ್ರು (26) ಸಿಡಿಲಿಗೆ ಮೃತಪಟ್ಟ ರೈತ. ಹೊಲದಲ್ಲಿ ಬೆಳೆ ಕಾಯುವ ವೇಳೆ ಘಟನೆ: [760, 2098, 915, 2251]
- court2-title: IN THE COURT OF THE 2nd Addl. CIVIL JUDGE AND JMFC AT HOSAPETE: [1152, 1929, 1476, 1956]
